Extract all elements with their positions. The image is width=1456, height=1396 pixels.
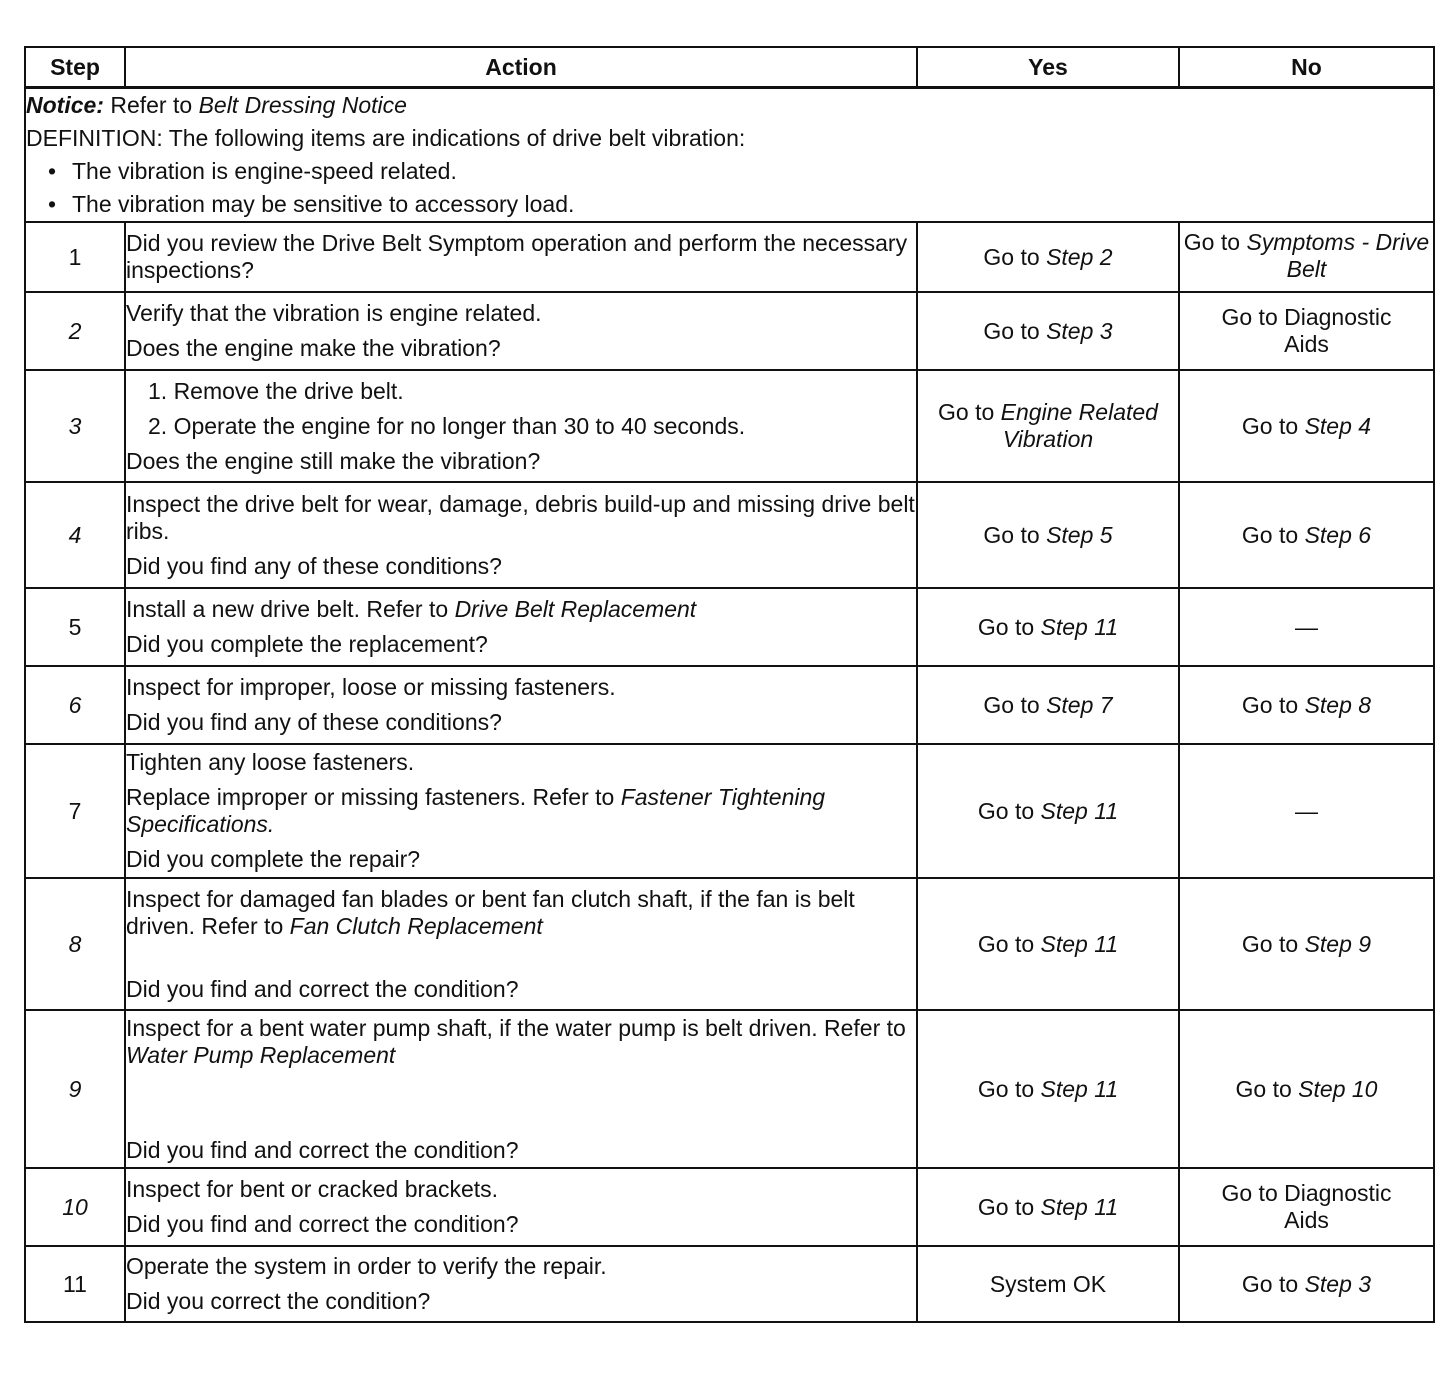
step-number: 5 [25,588,125,666]
yes-link[interactable]: Engine Related Vibration [1000,399,1158,452]
action-text: Operate the system in order to verify the repair. [126,1253,607,1279]
question-text: Did you find any of these conditions? [126,552,502,579]
no-link[interactable]: Go to Diagnostic Aids [1221,304,1392,357]
goto-text: Go to [977,1193,1035,1220]
yes-cell[interactable] [917,878,1179,1010]
yes-link[interactable]: Step 11 [1040,613,1119,640]
no-dash: — [1295,613,1318,640]
action-text: Verify that the vibration is engine related. [126,300,542,326]
no-link[interactable]: Go to Diagnostic Aids [1221,1180,1392,1233]
action-cell [125,666,917,744]
header-yes: Yes [917,47,1179,88]
reference-link[interactable]: Fan Clutch Replacement [289,912,543,939]
goto-text: Go to [1235,1075,1292,1102]
reference-link[interactable]: Drive Belt Replacement [454,596,697,622]
step-number: 10 [25,1168,125,1246]
no-cell[interactable] [1179,1010,1434,1168]
action-text: Inspect for improper, loose or missing fasteners. [126,674,616,700]
goto-text: Go to [1241,412,1299,439]
action-cell [125,292,917,370]
header-no: No [1179,47,1434,88]
action-text: Replace improper or missing fasteners. Refer to [126,784,615,810]
notice-label: Notice: [26,92,104,118]
action-cell [125,370,917,482]
goto-text: Go to [983,521,1040,548]
step-number: 9 [25,1010,125,1168]
goto-text: Go to [977,930,1035,957]
yes-link[interactable]: Step 3 [1046,317,1113,344]
yes-cell[interactable] [917,666,1179,744]
yes-link[interactable]: Step 7 [1046,691,1113,718]
yes-link[interactable]: Step 5 [1046,521,1113,548]
table-row [25,1168,1434,1246]
action-text: Tighten any loose fasteners. [126,749,415,775]
goto-text: Go to [1183,229,1241,255]
yes-cell[interactable] [917,1010,1179,1168]
bullet-item: • The vibration is engine-speed related. [26,155,1433,188]
yes-cell[interactable] [917,292,1179,370]
goto-text: Go to [1241,691,1299,718]
action-cell [125,1168,917,1246]
question-text: Did you find and correct the condition? [126,975,519,1002]
question-text: Does the engine still make the vibration? [126,447,541,474]
no-link[interactable]: Symptoms - Drive Belt [1246,229,1430,282]
notice-row [25,88,1434,223]
yes-link[interactable]: Step 11 [1040,930,1119,957]
goto-text: Go to [977,613,1035,640]
question-text: Does the engine make the vibration? [126,335,501,361]
step-number: 4 [25,482,125,588]
yes-cell [917,1246,1179,1322]
action-cell [125,1246,917,1322]
step-number: 11 [25,1246,125,1322]
goto-text: Go to [983,691,1040,718]
no-link[interactable]: Step 3 [1304,1270,1372,1297]
system-ok-text: System OK [989,1270,1107,1297]
action-cell [125,744,917,878]
no-cell [1179,588,1434,666]
action-cell [125,588,917,666]
header-row [25,47,1434,88]
yes-link[interactable]: Step 11 [1040,797,1119,824]
table-row [25,1246,1434,1322]
table-row [25,666,1434,744]
definition-text: DEFINITION: The following items are indications of drive belt vibration: [26,125,746,151]
table-row [25,370,1434,482]
table-row [25,482,1434,588]
no-link[interactable]: Step 10 [1298,1075,1378,1102]
no-cell[interactable] [1179,370,1434,482]
action-text: Inspect the drive belt for wear, damage, debris build-up and missing drive belt ribs. [126,490,915,544]
action-text: Did you review the Drive Belt Symptom operation and perform the necessary inspections? [126,230,908,283]
question-text: Did you complete the replacement? [126,631,488,657]
table-row [25,588,1434,666]
no-cell[interactable] [1179,292,1434,370]
no-link[interactable]: Step 6 [1304,521,1372,548]
list-item: 1. Remove the drive belt. [148,377,404,404]
yes-link[interactable]: Step 11 [1040,1193,1119,1220]
reference-link[interactable]: Water Pump Replacement [126,1041,396,1068]
notice-cell [25,88,1434,223]
action-text: Install a new drive belt. Refer to [126,596,449,622]
table-row [25,222,1434,292]
no-cell[interactable] [1179,1246,1434,1322]
question-text: Did you find and correct the condition? [126,1136,519,1163]
step-number: 3 [25,370,125,482]
header-action: Action [125,47,917,88]
action-cell [125,878,917,1010]
table-row [25,878,1434,1010]
question-text: Did you find any of these conditions? [126,709,502,735]
diagnostic-table-container [24,46,1433,1323]
no-cell[interactable] [1179,222,1434,292]
action-cell [125,222,917,292]
no-link[interactable]: Step 9 [1304,930,1372,957]
yes-cell[interactable] [917,370,1179,482]
action-text: Inspect for damaged fan blades or bent fan clutch shaft, if the fan is belt driven. Refer to [126,885,855,939]
goto-text: Go to [977,797,1035,824]
no-cell [1179,744,1434,878]
question-text: Did you complete the repair? [126,846,421,872]
no-cell[interactable] [1179,482,1434,588]
spacer [126,1077,916,1137]
goto-text: Go to [977,1075,1035,1102]
action-text: Inspect for a bent water pump shaft, if the water pump is belt driven. Refer to [126,1014,906,1041]
action-cell [125,1010,917,1168]
goto-text: Go to [938,399,995,425]
table-row [25,744,1434,878]
no-cell[interactable] [1179,878,1434,1010]
step-number: 2 [25,292,125,370]
yes-cell[interactable] [917,482,1179,588]
no-dash: — [1295,797,1318,824]
yes-cell[interactable] [917,1168,1179,1246]
question-text: Did you correct the condition? [126,1288,431,1314]
list-item: 2. Operate the engine for no longer than 30 to 40 seconds. [148,412,746,439]
goto-text: Go to [1241,930,1299,957]
notice-ref-link[interactable]: Belt Dressing Notice [198,92,407,118]
notice-text: Refer to [110,92,193,118]
yes-cell[interactable] [917,588,1179,666]
step-number: 8 [25,878,125,1010]
no-cell[interactable] [1179,666,1434,744]
goto-text: Go to [983,243,1040,270]
step-number: 6 [25,666,125,744]
step-number: 7 [25,744,125,878]
yes-cell[interactable] [917,744,1179,878]
table-row [25,292,1434,370]
yes-link[interactable]: Step 2 [1046,243,1113,270]
goto-text: Go to [1241,521,1299,548]
diagnostic-table [24,46,1435,1323]
action-cell [125,482,917,588]
spacer [126,948,916,976]
goto-text: Go to [983,317,1040,344]
no-cell[interactable] [1179,1168,1434,1246]
action-text: Inspect for bent or cracked brackets. [126,1176,499,1202]
no-link[interactable]: Step 8 [1304,691,1372,718]
no-link[interactable]: Step 4 [1304,412,1372,439]
yes-link[interactable]: Step 11 [1040,1075,1119,1102]
table-row [25,1010,1434,1168]
header-step: Step [25,47,125,88]
bullet-item: • The vibration may be sensitive to accessory load. [26,188,1433,221]
question-text: Did you find and correct the condition? [126,1211,519,1237]
reference-link[interactable]: Fastener Tightening Specifications. [126,784,826,837]
yes-cell[interactable] [917,222,1179,292]
step-number: 1 [25,222,125,292]
goto-text: Go to [1241,1270,1299,1297]
